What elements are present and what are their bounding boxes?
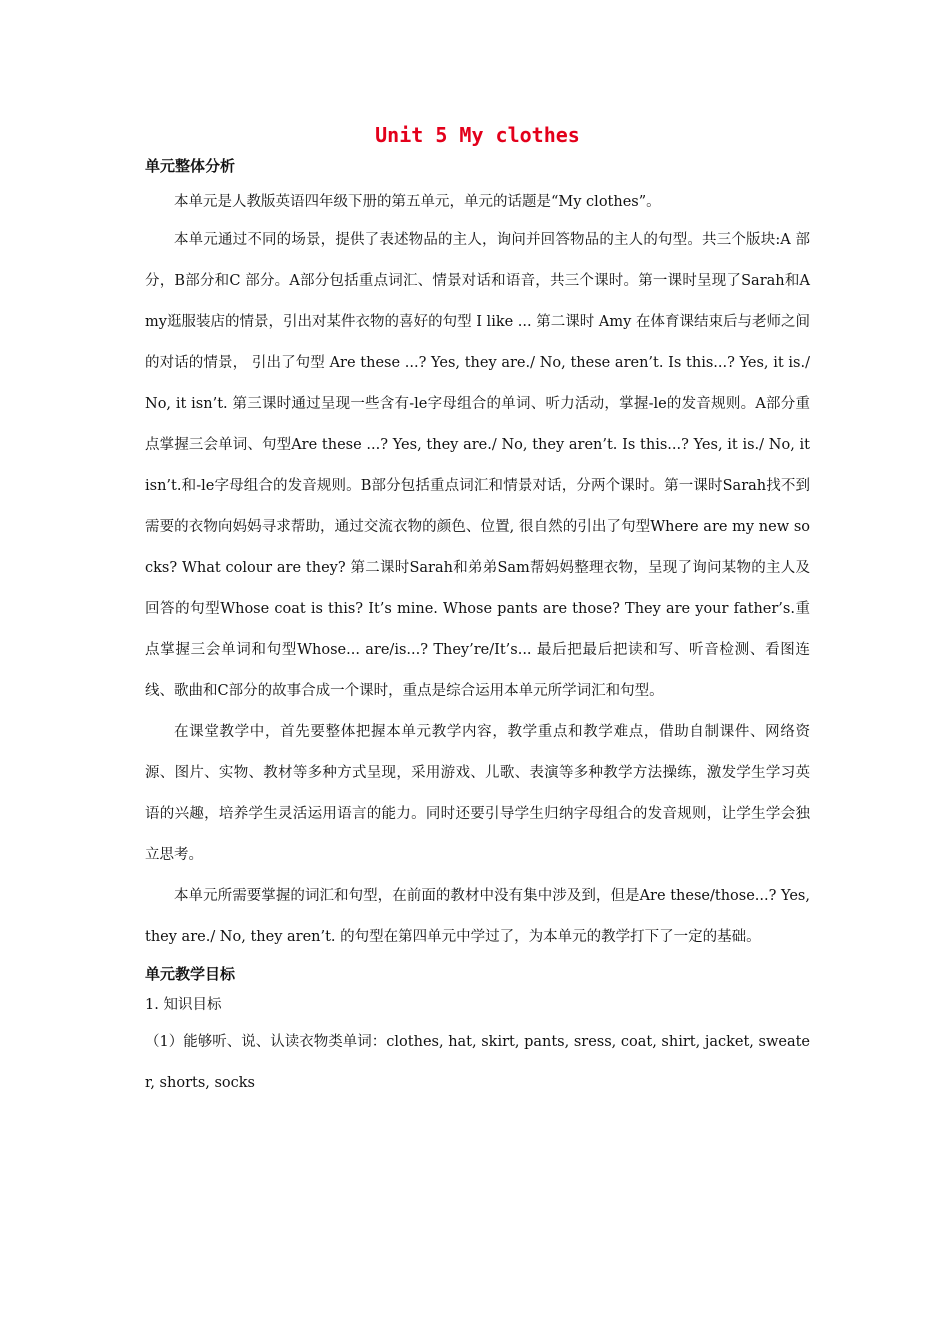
paragraph-foundation: 本单元所需要掌握的词汇和句型，在前面的教材中没有集中涉及到，但是Are these/those...? Yes, they are./ No, they aren’t. 的句型在第四单元中学过了，为本单元的教学打下了一定的基础。 <box>145 888 810 945</box>
section-heading-analysis: 单元整体分析 <box>145 157 236 175</box>
paragraph-structure: 本单元通过不同的场景，提供了表述物品的主人，询问并回答物品的主人的句型。共三个版块:A 部分，B部分和C 部分。A部分包括重点词汇、情景对话和语音，共三个课时。第一课时呈现了Sarah和Amy逛服装店的情景，引出对某件衣物的喜好的句型 I like ... 第二课时 Amy 在体育课结束后与老师之间的对话的情景， 引出了句型 Are these ...? Yes, they are./ No, these aren’t. Is this...? Yes, it is./ No, it isn’t. 第三课时通过呈现一些含有-le字母组合的单词、听力活动，掌握-le的发音规则。A部分重点掌握三会单词、句型Are these ...? Yes, they are./ No, they aren’t. Is this...? Yes, it is./ No, it isn’t.和-le字母组合的发音规则。B部分包括重点词汇和情景对话，分两个课时。第一课时Sarah找不到需要的衣物向妈妈寻求帮助，通过交流衣物的颜色、位置, 很自然的引出了句型Where are my new socks? What colour are they? 第二课时Sarah和弟弟Sam帮妈妈整理衣物，呈现了询问某物的主人及回答的句型Whose coat is this? It’s mine. Whose pants are those? They are your father’s.重点掌握三会单词和句型Whose... are/is...? They’re/It’s... 最后把最后把读和写、听音检测、看图连线、歌曲和C部分的故事合成一个课时，重点是综合运用本单元所学词汇和句型。 <box>145 232 810 699</box>
objective-knowledge-label: 1. 知识目标 <box>145 997 222 1013</box>
paragraph-intro: 本单元是人教版英语四年级下册的第五单元，单元的话题是“My clothes”。 <box>174 194 661 210</box>
section-heading-objectives: 单元教学目标 <box>145 965 236 983</box>
document-page <box>145 118 810 1104</box>
objective-vocabulary-item: （1）能够听、说、认读衣物类单词：clothes, hat, skirt, pants, sress, coat, shirt, jacket, sweater, shorts, socks <box>145 1034 810 1091</box>
document-title: Unit 5 My clothes <box>375 123 580 147</box>
paragraph-teaching-method: 在课堂教学中，首先要整体把握本单元教学内容，教学重点和教学难点，借助自制课件、网络资源、图片、实物、教材等多种方式呈现，采用游戏、儿歌、表演等多种教学方法操练，激发学生学习英语的兴趣，培养学生灵活运用语言的能力。同时还要引导学生归纳字母组合的发音规则，让学生学会独立思考。 <box>145 724 810 863</box>
